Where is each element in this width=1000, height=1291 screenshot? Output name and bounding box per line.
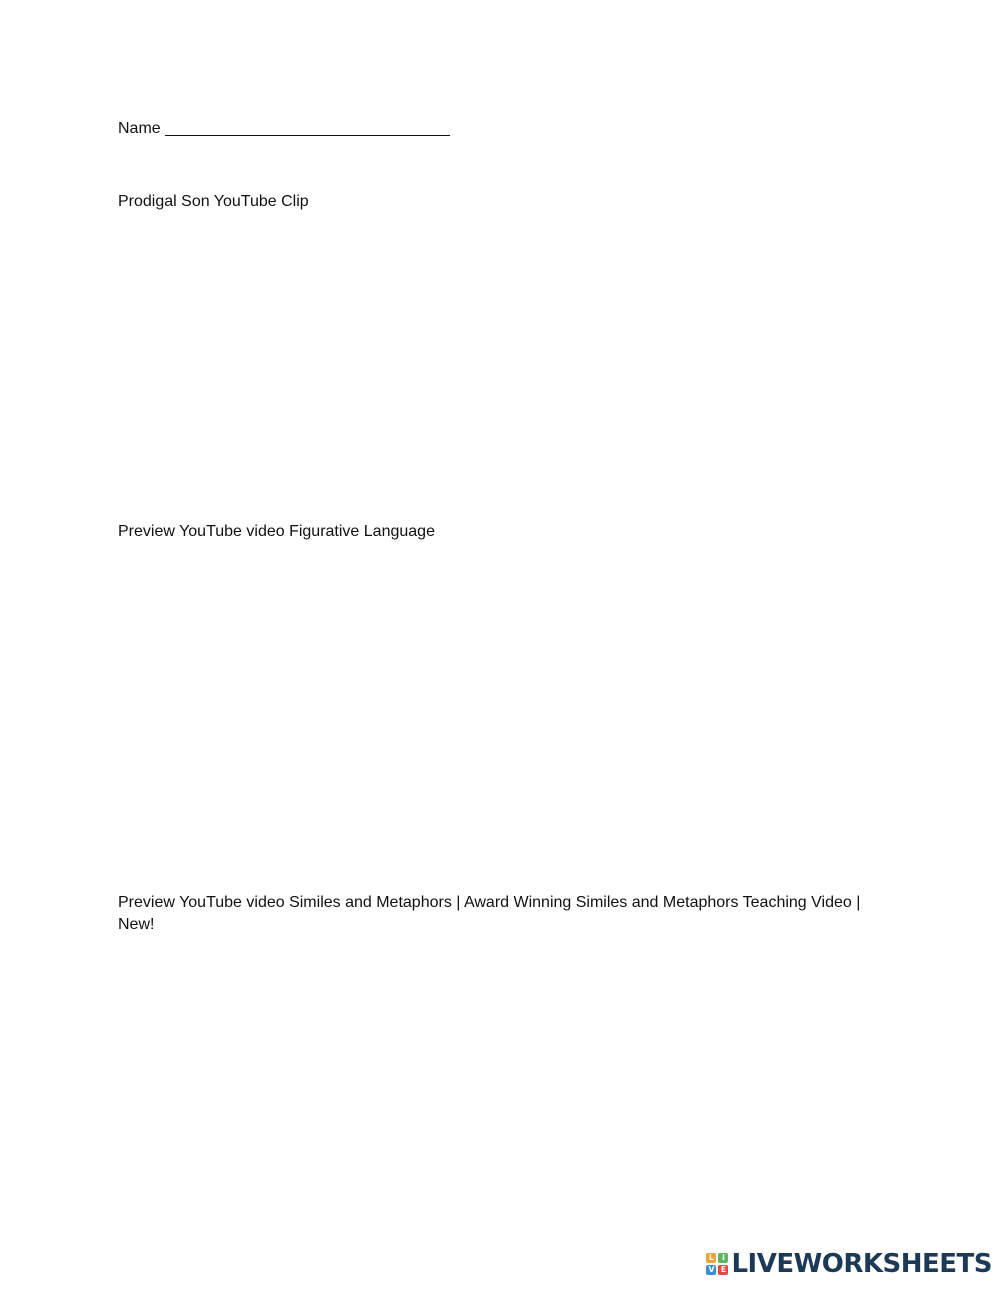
logo-tile-v: V xyxy=(708,1265,715,1274)
similes-metaphors-video-label: Preview YouTube video Similes and Metaphors | Award Winning Similes and Metaphors Teaching Video | New! xyxy=(118,894,861,933)
logo-tile-i: I xyxy=(718,1253,728,1263)
name-field-line: Name ________________________________ xyxy=(118,120,450,137)
liveworksheets-logo xyxy=(706,1251,992,1277)
logo-tiles-icon xyxy=(706,1253,728,1275)
logo-text: LIVEWORKSHEETS xyxy=(731,1249,992,1279)
figurative-language-video-label: Preview YouTube video Figurative Language xyxy=(118,523,435,540)
logo-tile-l: L xyxy=(706,1253,716,1263)
logo-tile-e: E xyxy=(718,1265,728,1275)
prodigal-son-clip-label: Prodigal Son YouTube Clip xyxy=(118,193,309,210)
